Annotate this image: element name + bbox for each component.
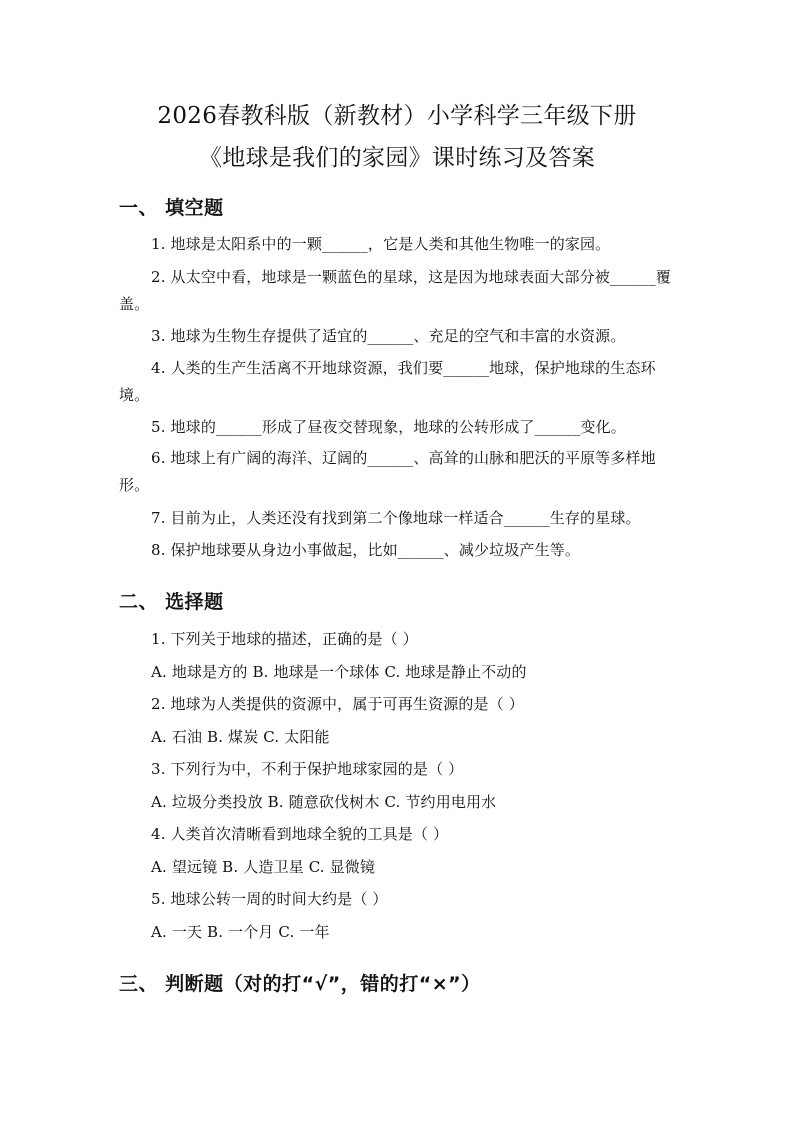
choice-options-2: A. 石油 B. 煤炭 C. 太阳能 (151, 728, 330, 746)
document-title-line-2: 《地球是我们的家园》课时练习及答案 (198, 145, 596, 171)
document-title-line-1: 2026春教科版（新教材）小学科学三年级下册 (157, 103, 637, 129)
fill-blank-question-2: 2. 从太空中看，地球是一颗蓝色的星球，这是因为地球表面大部分被______覆盖。 (119, 268, 671, 313)
section-heading-true-false: 三、 判断题（对的打“√”，错的打“×”） (119, 973, 481, 995)
choice-options-4: A. 望远镜 B. 人造卫星 C. 显微镜 (151, 858, 376, 876)
fill-blank-question-4: 4. 人类的生产生活离不开地球资源，我们要______地球，保护地球的生态环境。 (119, 359, 656, 404)
choice-question-3: 3. 下列行为中，不利于保护地球家园的是（ ） (151, 760, 464, 778)
choice-options-5: A. 一天 B. 一个月 C. 一年 (151, 923, 330, 941)
fill-blank-question-1: 1. 地球是太阳系中的一颗______，它是人类和其他生物唯一的家园。 (151, 235, 611, 253)
choice-question-5: 5. 地球公转一周的时间大约是（ ） (151, 890, 388, 908)
fill-blank-question-8: 8. 保护地球要从身边小事做起，比如______、减少垃圾产生等。 (151, 541, 581, 559)
choice-question-2: 2. 地球为人类提供的资源中，属于可再生资源的是（ ） (151, 695, 524, 713)
choice-options-3: A. 垃圾分类投放 B. 随意砍伐树木 C. 节约用电用水 (151, 793, 497, 811)
choice-question-1: 1. 下列关于地球的描述，正确的是（ ） (151, 630, 418, 648)
choice-question-4: 4. 人类首次清晰看到地球全貌的工具是（ ） (151, 825, 449, 843)
fill-blank-question-3: 3. 地球为生物生存提供了适宜的______、充足的空气和丰富的水资源。 (151, 327, 626, 345)
choice-options-1: A. 地球是方的 B. 地球是一个球体 C. 地球是静止不动的 (151, 663, 527, 681)
fill-blank-question-7: 7. 目前为止，人类还没有找到第二个像地球一样适合______生存的星球。 (151, 509, 641, 527)
section-heading-fill-blank: 一、 填空题 (119, 197, 224, 219)
section-heading-multiple-choice: 二、 选择题 (119, 591, 224, 613)
fill-blank-question-6: 6. 地球上有广阔的海洋、辽阔的______、高耸的山脉和肥沃的平原等多样地形。 (119, 449, 656, 494)
fill-blank-question-5: 5. 地球的______形成了昼夜交替现象，地球的公转形成了______变化。 (151, 418, 626, 436)
